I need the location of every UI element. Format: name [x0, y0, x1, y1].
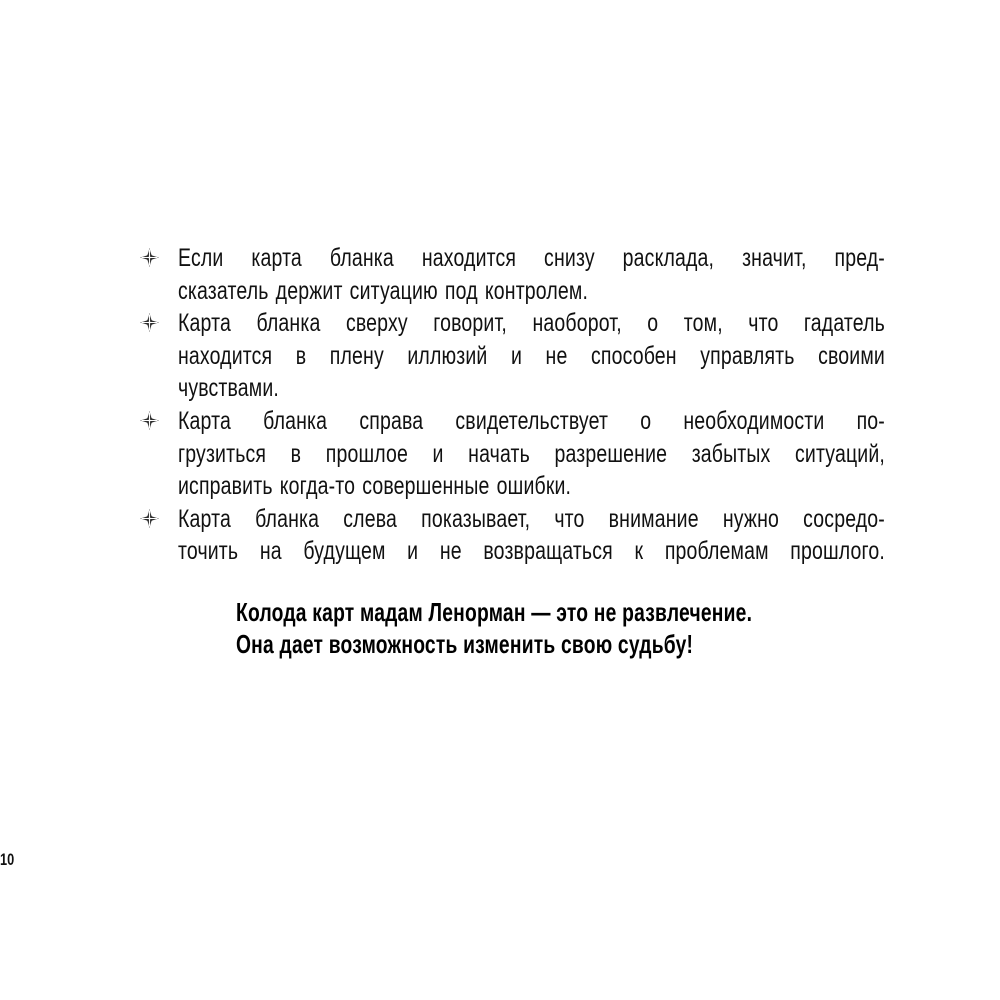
text-line: исправить когда-то совершенные ошибки. — [178, 472, 572, 501]
text-line: сказатель держит ситуацию под контролем. — [178, 276, 589, 305]
bullet-list — [140, 242, 885, 568]
motto-block — [236, 596, 934, 660]
text-line: грузиться в прошлое и начать разрешение забытых ситуаций, — [178, 439, 885, 468]
text-line: чувствами. — [178, 374, 279, 403]
four-point-star-icon — [140, 248, 159, 267]
motto-line-1: Колода карт мадам Ленорман — это не развлечение. — [236, 597, 753, 627]
text-line: Карта бланка сверху говорит, наоборот, о том, что гадатель — [178, 309, 885, 338]
text-line: точить на будущем и не возвращаться к проблемам прошлого. — [178, 537, 885, 566]
four-point-star-icon — [140, 509, 159, 528]
page-number: 10 — [0, 850, 15, 869]
text-line: Карта бланка слева показывает, что внимание нужно сосредо- — [178, 504, 885, 533]
text-line: находится в плену иллюзий и не способен управлять своими — [178, 341, 885, 370]
text-line: Если карта бланка находится снизу расклада, значит, пред- — [178, 244, 885, 272]
list-item — [140, 242, 885, 307]
list-item — [140, 503, 885, 568]
four-point-star-icon — [140, 411, 159, 430]
text-line: Карта бланка справа свидетельствует о необходимости по- — [178, 406, 885, 435]
motto-line-2: Она дает возможность изменить свою судьбу! — [236, 629, 694, 659]
four-point-star-icon — [140, 313, 159, 332]
list-item — [140, 307, 885, 405]
list-item — [140, 405, 885, 503]
